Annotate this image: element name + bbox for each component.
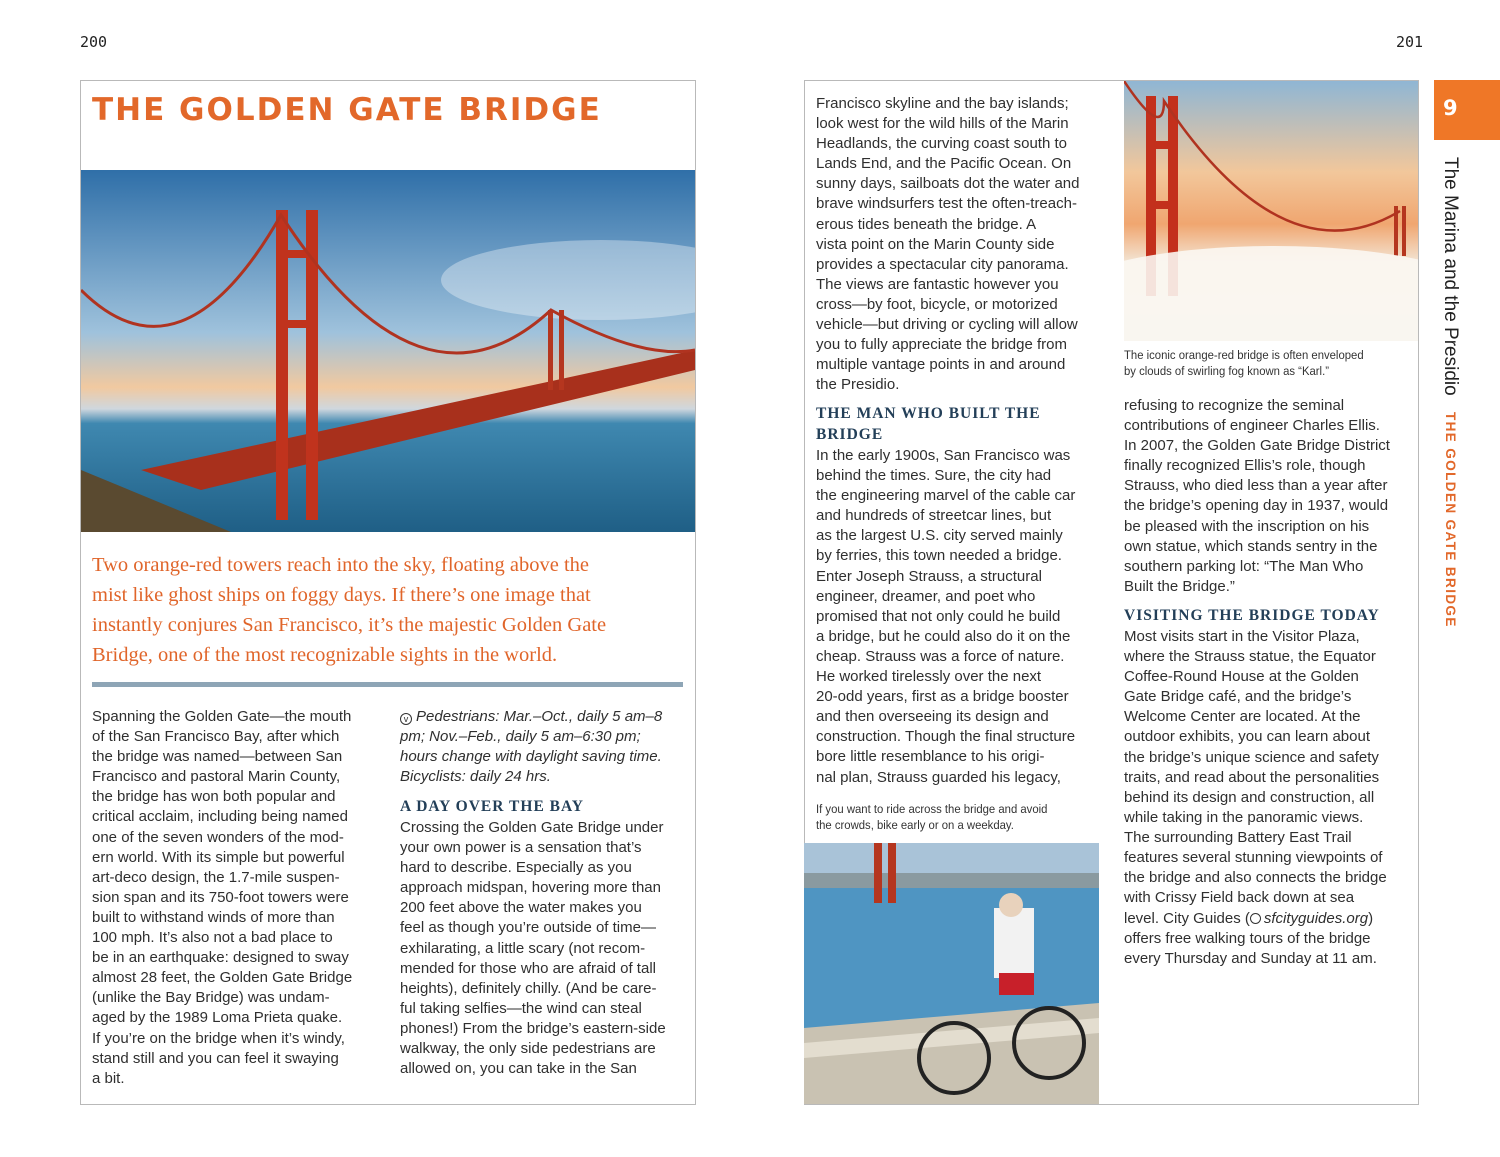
text-line: of the San Francisco Bay, after which (92, 728, 340, 746)
text-line: nal plan, Strauss guarded his legacy, (816, 768, 1061, 786)
heading-line: THE MAN WHO BUILT THE (816, 405, 1041, 422)
heading-line: BRIDGE (816, 425, 884, 443)
hours-line: Pedestrians: Mar.–Oct., daily 5 am–8 (416, 708, 663, 725)
text-line: behind its design and construction, all (1124, 788, 1375, 806)
text-line: walkway, the only side pedestrians are (400, 1040, 656, 1058)
text-line: contributions of engineer Charles Ellis. (1124, 417, 1380, 435)
text-line: critical acclaim, including being named (92, 808, 348, 826)
text-line: refusing to recognize the seminal (1124, 397, 1345, 414)
body-column-1 (92, 707, 352, 1089)
text-line: heights), definitely chilly. (And be care- (400, 979, 657, 997)
text-line: engineer, dreamer, and poet who (816, 587, 1036, 605)
text-line: Francisco and pastoral Marin County, (92, 768, 341, 786)
text-line: Headlands, the curving coast south to (816, 135, 1067, 153)
text-line: outdoor exhibits, you can learn about (1124, 728, 1370, 746)
page-number-left: 200 (80, 33, 108, 51)
body-column-4a (1124, 396, 1390, 597)
body-column-3b (816, 446, 1075, 788)
text-line: while taking in the panoramic views. (1124, 808, 1364, 826)
text-line: ern world. With its simple but powerful (92, 848, 345, 866)
text-line: If you want to ride across the bridge and avoid (816, 802, 1048, 816)
fog-bridge-photo (1124, 81, 1418, 341)
text-line: every Thursday and Sunday at 11 am. (1124, 950, 1377, 968)
text-line: cheap. Strauss was a force of nature. (816, 647, 1065, 665)
section-name: The Marina and the Presidio (1440, 157, 1461, 396)
text-line: construction. Though the final structure (816, 728, 1076, 746)
divider-rule (92, 682, 683, 687)
text-line: the bridge’s unique science and safety (1124, 748, 1379, 766)
text-line: Spanning the Golden Gate—the mouth (92, 708, 352, 725)
clock-icon: v (400, 713, 412, 725)
text-line: He worked tirelessly over the next (816, 668, 1042, 686)
text-line: as the largest U.S. city served mainly (816, 527, 1063, 545)
hours-line: Bicyclists: daily 24 hrs. (400, 768, 551, 786)
text: level. City Guides ( (1124, 910, 1250, 927)
text-line: approach midspan, hovering more than (400, 879, 661, 897)
text-line: aged by the 1989 Loma Prieta quake. (92, 1009, 343, 1027)
text-line: phones!) From the bridge’s eastern-side (400, 1019, 666, 1037)
text-line: feel as though you’re outside of time— (400, 919, 656, 937)
text-line: the Presidio. (816, 376, 900, 394)
text-line: the engineering marvel of the cable car (816, 487, 1076, 505)
text-line: Strauss, who died less than a year after (1124, 477, 1388, 495)
text-line: hard to describe. Especially as you (400, 859, 632, 877)
text-line: the bridge’s opening day in 1937, would (1124, 497, 1389, 515)
running-head (1439, 157, 1461, 628)
text-line: by ferries, this town needed a bridge. (816, 547, 1062, 565)
text-line: features several stunning viewpoints of (1124, 849, 1383, 867)
text-line: Most visits start in the Visitor Plaza, (1124, 628, 1360, 645)
text-line: Built the Bridge.” (1124, 577, 1235, 595)
text-line: 20-odd years, first as a bridge booster (816, 688, 1069, 706)
cyclist-photo (804, 843, 1099, 1104)
text-line: vista point on the Marin County side (816, 235, 1055, 253)
text-line: instantly conjures San Francisco, it’s the majestic Golden Gate (92, 614, 607, 636)
caption-fog (1124, 347, 1364, 379)
text-line: sion span and its 750-foot towers were (92, 888, 349, 906)
text-line: exhilarating, a little scary (not recom- (400, 939, 646, 957)
text-line: allowed on, you can take in the San (400, 1060, 637, 1078)
text-line: with Crissy Field back down at sea (1124, 889, 1355, 907)
text-line: promised that not only could he build (816, 607, 1061, 625)
text-line: erous tides beneath the bridge. A (816, 215, 1037, 233)
text-line: built to withstand winds of more than (92, 908, 335, 926)
text-line: Crossing the Golden Gate Bridge under (400, 819, 664, 836)
text-line: Coffee-Round House at the Golden (1124, 668, 1359, 686)
text-line: mended for those who are afraid of tall (400, 959, 656, 977)
globe-icon (1250, 913, 1261, 924)
subsection-name: THE GOLDEN GATE BRIDGE (1443, 412, 1458, 628)
text-line: provides a spectacular city panorama. (816, 255, 1069, 273)
text-line: a bit. (92, 1069, 125, 1087)
text-line: stand still and you can feel it swaying (92, 1049, 339, 1067)
text-line: the bridge was named—between San (92, 748, 343, 766)
text-line: bore little resemblance to his origi- (816, 748, 1045, 766)
body-column-4c (1124, 909, 1373, 929)
text-line: (unlike the Bay Bridge) was undam- (92, 989, 330, 1007)
text-line: finally recognized Ellis’s role, though (1124, 457, 1366, 475)
body-column-4d (1124, 929, 1377, 969)
hours-info (400, 707, 662, 787)
hours-line: pm; Nov.–Feb., daily 5 am–6:30 pm; (400, 728, 641, 746)
text-line: vehicle—but driving or cycling will allow (816, 316, 1078, 334)
text-line: cross—by foot, bicycle, or motorized (816, 295, 1058, 313)
text-line: look west for the wild hills of the Marin (816, 115, 1069, 133)
text-line: the bridge has won both popular and (92, 788, 336, 806)
text-line: brave windsurfers test the often-treach- (816, 195, 1077, 213)
text-line: ful taking selfies—the wind can steal (400, 999, 642, 1017)
text-line: Francisco skyline and the bay islands; (816, 95, 1069, 112)
text-line: you to fully appreciate the bridge from (816, 336, 1067, 354)
body-column-3a (816, 94, 1080, 395)
hours-line: hours change with daylight saving time. (400, 748, 662, 766)
text-line: 100 mph. It’s also not a bad place to (92, 929, 333, 947)
section-heading-man-who-built (816, 404, 1041, 445)
text-line: multiple vantage points in and around (816, 356, 1066, 374)
text-line: the crowds, bike early or on a weekday. (816, 818, 1014, 832)
text-line: offers free walking tours of the bridge (1124, 930, 1371, 947)
text: ) (1368, 910, 1374, 927)
website-link[interactable]: sfcityguides.org (1263, 910, 1369, 927)
text-line: one of the seven wonders of the mod- (92, 828, 344, 846)
text-line: In the early 1900s, San Francisco was (816, 447, 1071, 464)
text-line: Two orange-red towers reach into the sky, floating above the (92, 554, 590, 576)
text-line: Welcome Center are located. At the (1124, 708, 1361, 726)
text-line: The views are fantastic however you (816, 275, 1059, 293)
body-column-2 (400, 818, 666, 1079)
text-line: Lands End, and the Pacific Ocean. On (816, 155, 1072, 173)
text-line: own statue, which stands sentry in the (1124, 537, 1378, 555)
text-line: the bridge and also connects the bridge (1124, 869, 1387, 887)
text-line: Gate Bridge café, and the bridge’s (1124, 688, 1352, 706)
section-heading-day-over-bay: A DAY OVER THE BAY (400, 798, 584, 815)
chapter-number: 9 (1443, 96, 1458, 120)
text-line: mist like ghost ships on foggy days. If there’s one image that (92, 584, 591, 606)
text-line: almost 28 feet, the Golden Gate Bridge (92, 969, 353, 987)
text-line: 200 feet above the water makes you (400, 899, 642, 917)
text-line: and hundreds of streetcar lines, but (816, 507, 1052, 525)
section-heading-visiting: VISITING THE BRIDGE TODAY (1124, 607, 1380, 624)
text-line: In 2007, the Golden Gate Bridge District (1124, 437, 1390, 455)
text-line: by clouds of swirling fog known as “Karl.” (1124, 364, 1329, 378)
page-title: THE GOLDEN GATE BRIDGE (92, 92, 602, 128)
text-line: The surrounding Battery East Trail (1124, 828, 1352, 846)
text-line: where the Strauss statue, the Equator (1124, 648, 1376, 666)
text-line: Bridge, one of the most recognizable sights in the world. (92, 644, 558, 666)
text-line: sunny days, sailboats dot the water and (816, 175, 1080, 193)
text-line: Enter Joseph Strauss, a structural (816, 567, 1042, 585)
text-line: traits, and read about the personalities (1124, 768, 1380, 786)
text-line: be pleased with the inscription on his (1124, 517, 1370, 535)
page-number-right: 201 (1396, 33, 1424, 51)
golden-gate-photo (81, 170, 695, 532)
text-line: and then overseeing its design and (816, 708, 1049, 726)
text-line: a bridge, but he could also do it on the (816, 627, 1071, 645)
text-line: behind the times. Sure, the city had (816, 467, 1052, 485)
text-line: art-deco design, the 1.7-mile suspen- (92, 868, 340, 886)
caption-bike (816, 801, 1047, 833)
intro-paragraph (92, 550, 606, 670)
text-line: your own power is a sensation that’s (400, 839, 642, 857)
text-line: If you’re on the bridge when it’s windy, (92, 1029, 345, 1047)
text-line: be in an earthquake: designed to sway (92, 949, 349, 967)
body-column-4b (1124, 627, 1387, 908)
text-line: southern parking lot: “The Man Who (1124, 557, 1364, 575)
text-line: The iconic orange-red bridge is often enveloped (1124, 348, 1364, 362)
